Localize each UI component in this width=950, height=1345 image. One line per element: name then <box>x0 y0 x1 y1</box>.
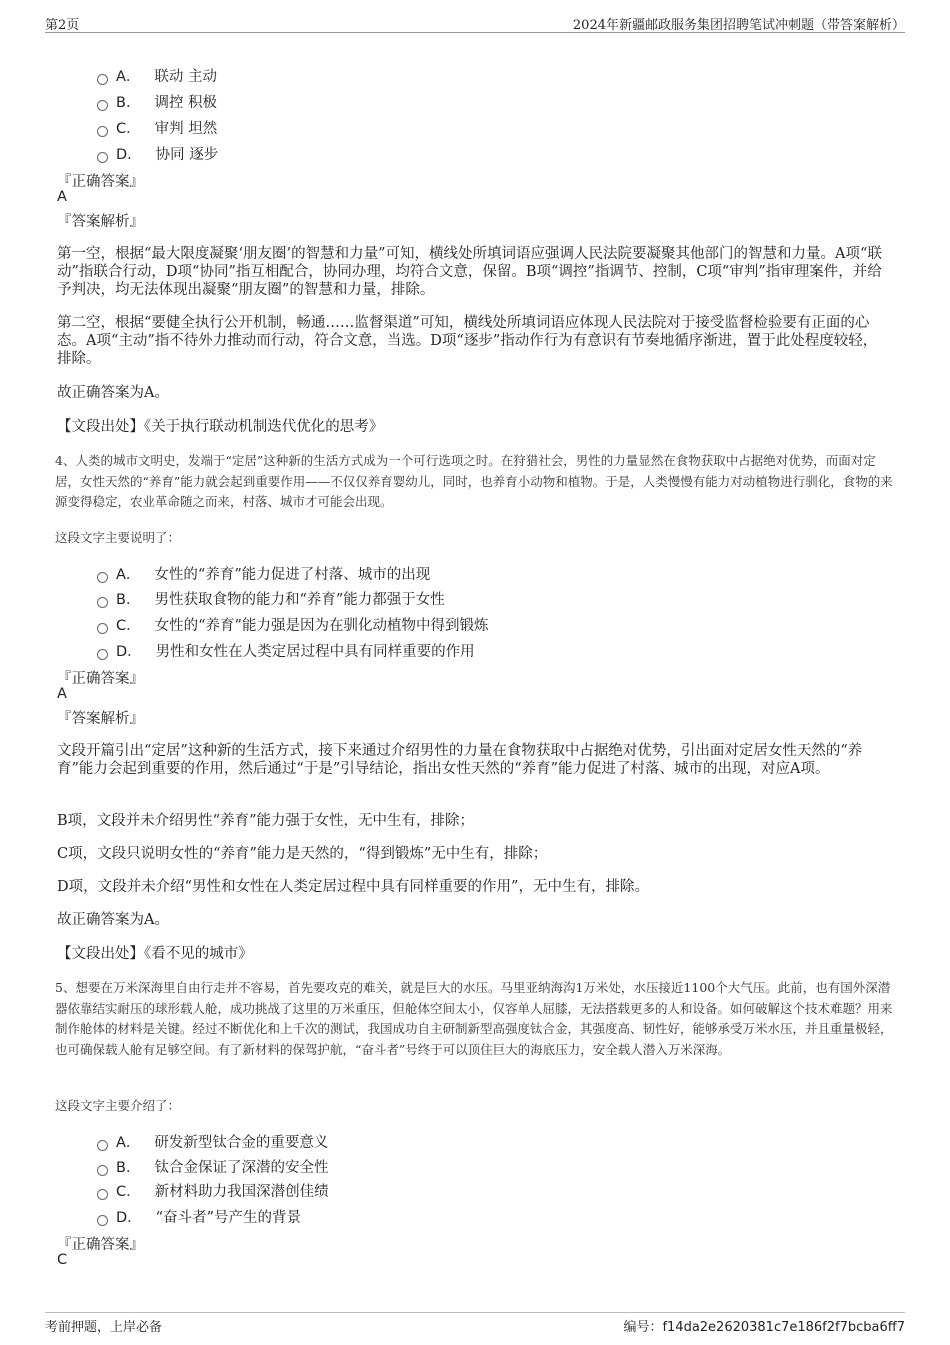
q4-option-c[interactable]: C． 女性的“养育”能力强是因为在驯化动植物中得到锻炼 <box>97 614 488 635</box>
radio-icon[interactable] <box>97 597 108 608</box>
question-stem: 4、人类的城市文明史，发端于“定居”这种新的生活方式成为一个可行选项之时。在狩猎社会，男性的力量显然在食物获取中占据绝对优势，而面对定居，女性天然的“养育”能力就会起到重要作用——不仅仅养育婴幼儿，同时，也养育小动物和植物。于是，人类慢慢有能力对动植物进行驯化，食物的来源变得稳定，农业革命随之而来，村落、城市才可能会出现。 <box>55 453 893 509</box>
q5-option-c[interactable]: C． 新材料助力我国深潜创佳绩 <box>97 1180 329 1201</box>
correct-answer-label: 『正确答案』 <box>57 671 144 687</box>
q5-option-a[interactable]: A． 研发新型钛合金的重要意义 <box>97 1131 328 1152</box>
radio-icon[interactable] <box>97 572 108 583</box>
analysis-paragraph: B项，文段并未介绍男性“养育”能力强于女性，无中生有，排除； <box>57 813 474 829</box>
q3-option-c[interactable]: C． 审判 坦然 <box>97 117 217 138</box>
analysis-paragraph: 第二空，根据“要健全执行公开机制，畅通……监督渠道”可知，横线处所填词语应体现人民法院对于接受监督检验要有正面的心态。A项“主动”指不待外力推动而行动，符合文意，当选。D项“逐步”指动作行为有意识有节奏地循序渐进，置于此处程度较轻，排除。 <box>57 315 878 367</box>
analysis-conclusion: 故正确答案为A。 <box>57 912 169 928</box>
correct-answer-label: 『正确答案』 <box>57 1237 144 1253</box>
q4-option-a[interactable]: A． 女性的“养育”能力促进了村落、城市的出现 <box>97 563 430 584</box>
correct-answer: A <box>57 686 67 702</box>
q3-option-b[interactable]: B． 调控 积极 <box>97 91 217 112</box>
analysis-paragraph: C项，文段只说明女性的“养育”能力是天然的，“得到锻炼”无中生有，排除； <box>57 846 548 862</box>
radio-icon[interactable] <box>97 100 108 111</box>
analysis-paragraph: 第一空，根据“最大限度凝聚‘朋友圈’的智慧和力量”可知，横线处所填词语应强调人民法院要凝聚其他部门的智慧和力量。A项“联动”指联合行动，D项“协同”指互相配合，协同办理，均符合文意，保留。B项“调控”指调节、控制，C项“审判”指审理案件，并给予判决，均无法体现出凝聚“朋友圈”的智慧和力量，排除。 <box>57 246 882 298</box>
correct-answer: C <box>57 1252 68 1268</box>
analysis-paragraph: 文段开篇引出“定居”这种新的生活方式，接下来通过介绍男性的力量在食物获取中占据绝对优势，引出面对定居女性天然的“养育”能力会起到重要的作用，然后通过“于是”引导结论，指出女性天然的“养育”能力促进了村落、城市的出现，对应A项。 <box>57 743 863 777</box>
page-footer <box>45 1312 905 1341</box>
page-number: 第2页 <box>45 18 80 33</box>
radio-icon[interactable] <box>97 126 108 137</box>
document-id: 编号：f14da2e2620381c7e186f2f7bcba6ff7 <box>623 1320 905 1335</box>
radio-icon[interactable] <box>97 74 108 85</box>
radio-icon[interactable] <box>97 649 108 660</box>
analysis-paragraph: D项，文段并未介绍“男性和女性在人类定居过程中具有同样重要的作用”，无中生有，排除。 <box>57 879 649 895</box>
passage-source: 【文段出处】《看不见的城市》 <box>57 946 253 962</box>
correct-answer: A <box>57 189 67 205</box>
radio-icon[interactable] <box>97 1189 108 1200</box>
footer-slogan: 考前押题，上岸必备 <box>45 1320 163 1335</box>
q4-option-d[interactable]: D． 男性和女性在人类定居过程中具有同样重要的作用 <box>97 640 475 661</box>
page-header <box>45 12 905 33</box>
radio-icon[interactable] <box>97 1215 108 1226</box>
radio-icon[interactable] <box>97 152 108 163</box>
analysis-label: 『答案解析』 <box>57 214 144 230</box>
question-prompt: 这段文字主要介绍了： <box>55 1098 181 1113</box>
q5-option-b[interactable]: B． 钛合金保证了深潜的安全性 <box>97 1156 328 1177</box>
analysis-label: 『答案解析』 <box>57 711 144 727</box>
passage-source: 【文段出处】《关于执行联动机制迭代优化的思考》 <box>57 419 384 435</box>
radio-icon[interactable] <box>97 1165 108 1176</box>
analysis-conclusion: 故正确答案为A。 <box>57 385 169 401</box>
q3-option-a[interactable]: A． 联动 主动 <box>97 65 217 86</box>
radio-icon[interactable] <box>97 1140 108 1151</box>
document-title: 2024年新疆邮政服务集团招聘笔试冲刺题（带答案解析） <box>572 18 905 33</box>
correct-answer-label: 『正确答案』 <box>57 174 144 190</box>
q5-option-d[interactable]: D． “奋斗者”号产生的背景 <box>97 1206 301 1227</box>
question-stem: 5、想要在万米深海里自由行走并不容易，首先要攻克的难关，就是巨大的水压。马里亚纳海沟1万米处，水压接近1100个大气压。此前，也有国外深潜器依靠结实耐压的球形载人舱，成功挑战了这里的万米重压，但舱体空间太小，仅容单人屈膝，无法搭载更多的人和设备。如何破解这个技术难题？用来制作舱体的材料是关键。经过不断优化和上千次的测试，我国成功自主研制新型高强度钛合金，其强度高、韧性好，能够承受万米水压，并且重量极轻，也可确保载人舱有足够空间。有了新材料的保驾护航，“奋斗者”号终于可以顶住巨大的海底压力，安全载人潜入万米深海。 <box>55 980 893 1057</box>
question-prompt: 这段文字主要说明了： <box>55 530 181 545</box>
q3-option-d[interactable]: D． 协同 逐步 <box>97 143 218 164</box>
q4-option-b[interactable]: B． 男性获取食物的能力和“养育”能力都强于女性 <box>97 588 445 609</box>
radio-icon[interactable] <box>97 623 108 634</box>
